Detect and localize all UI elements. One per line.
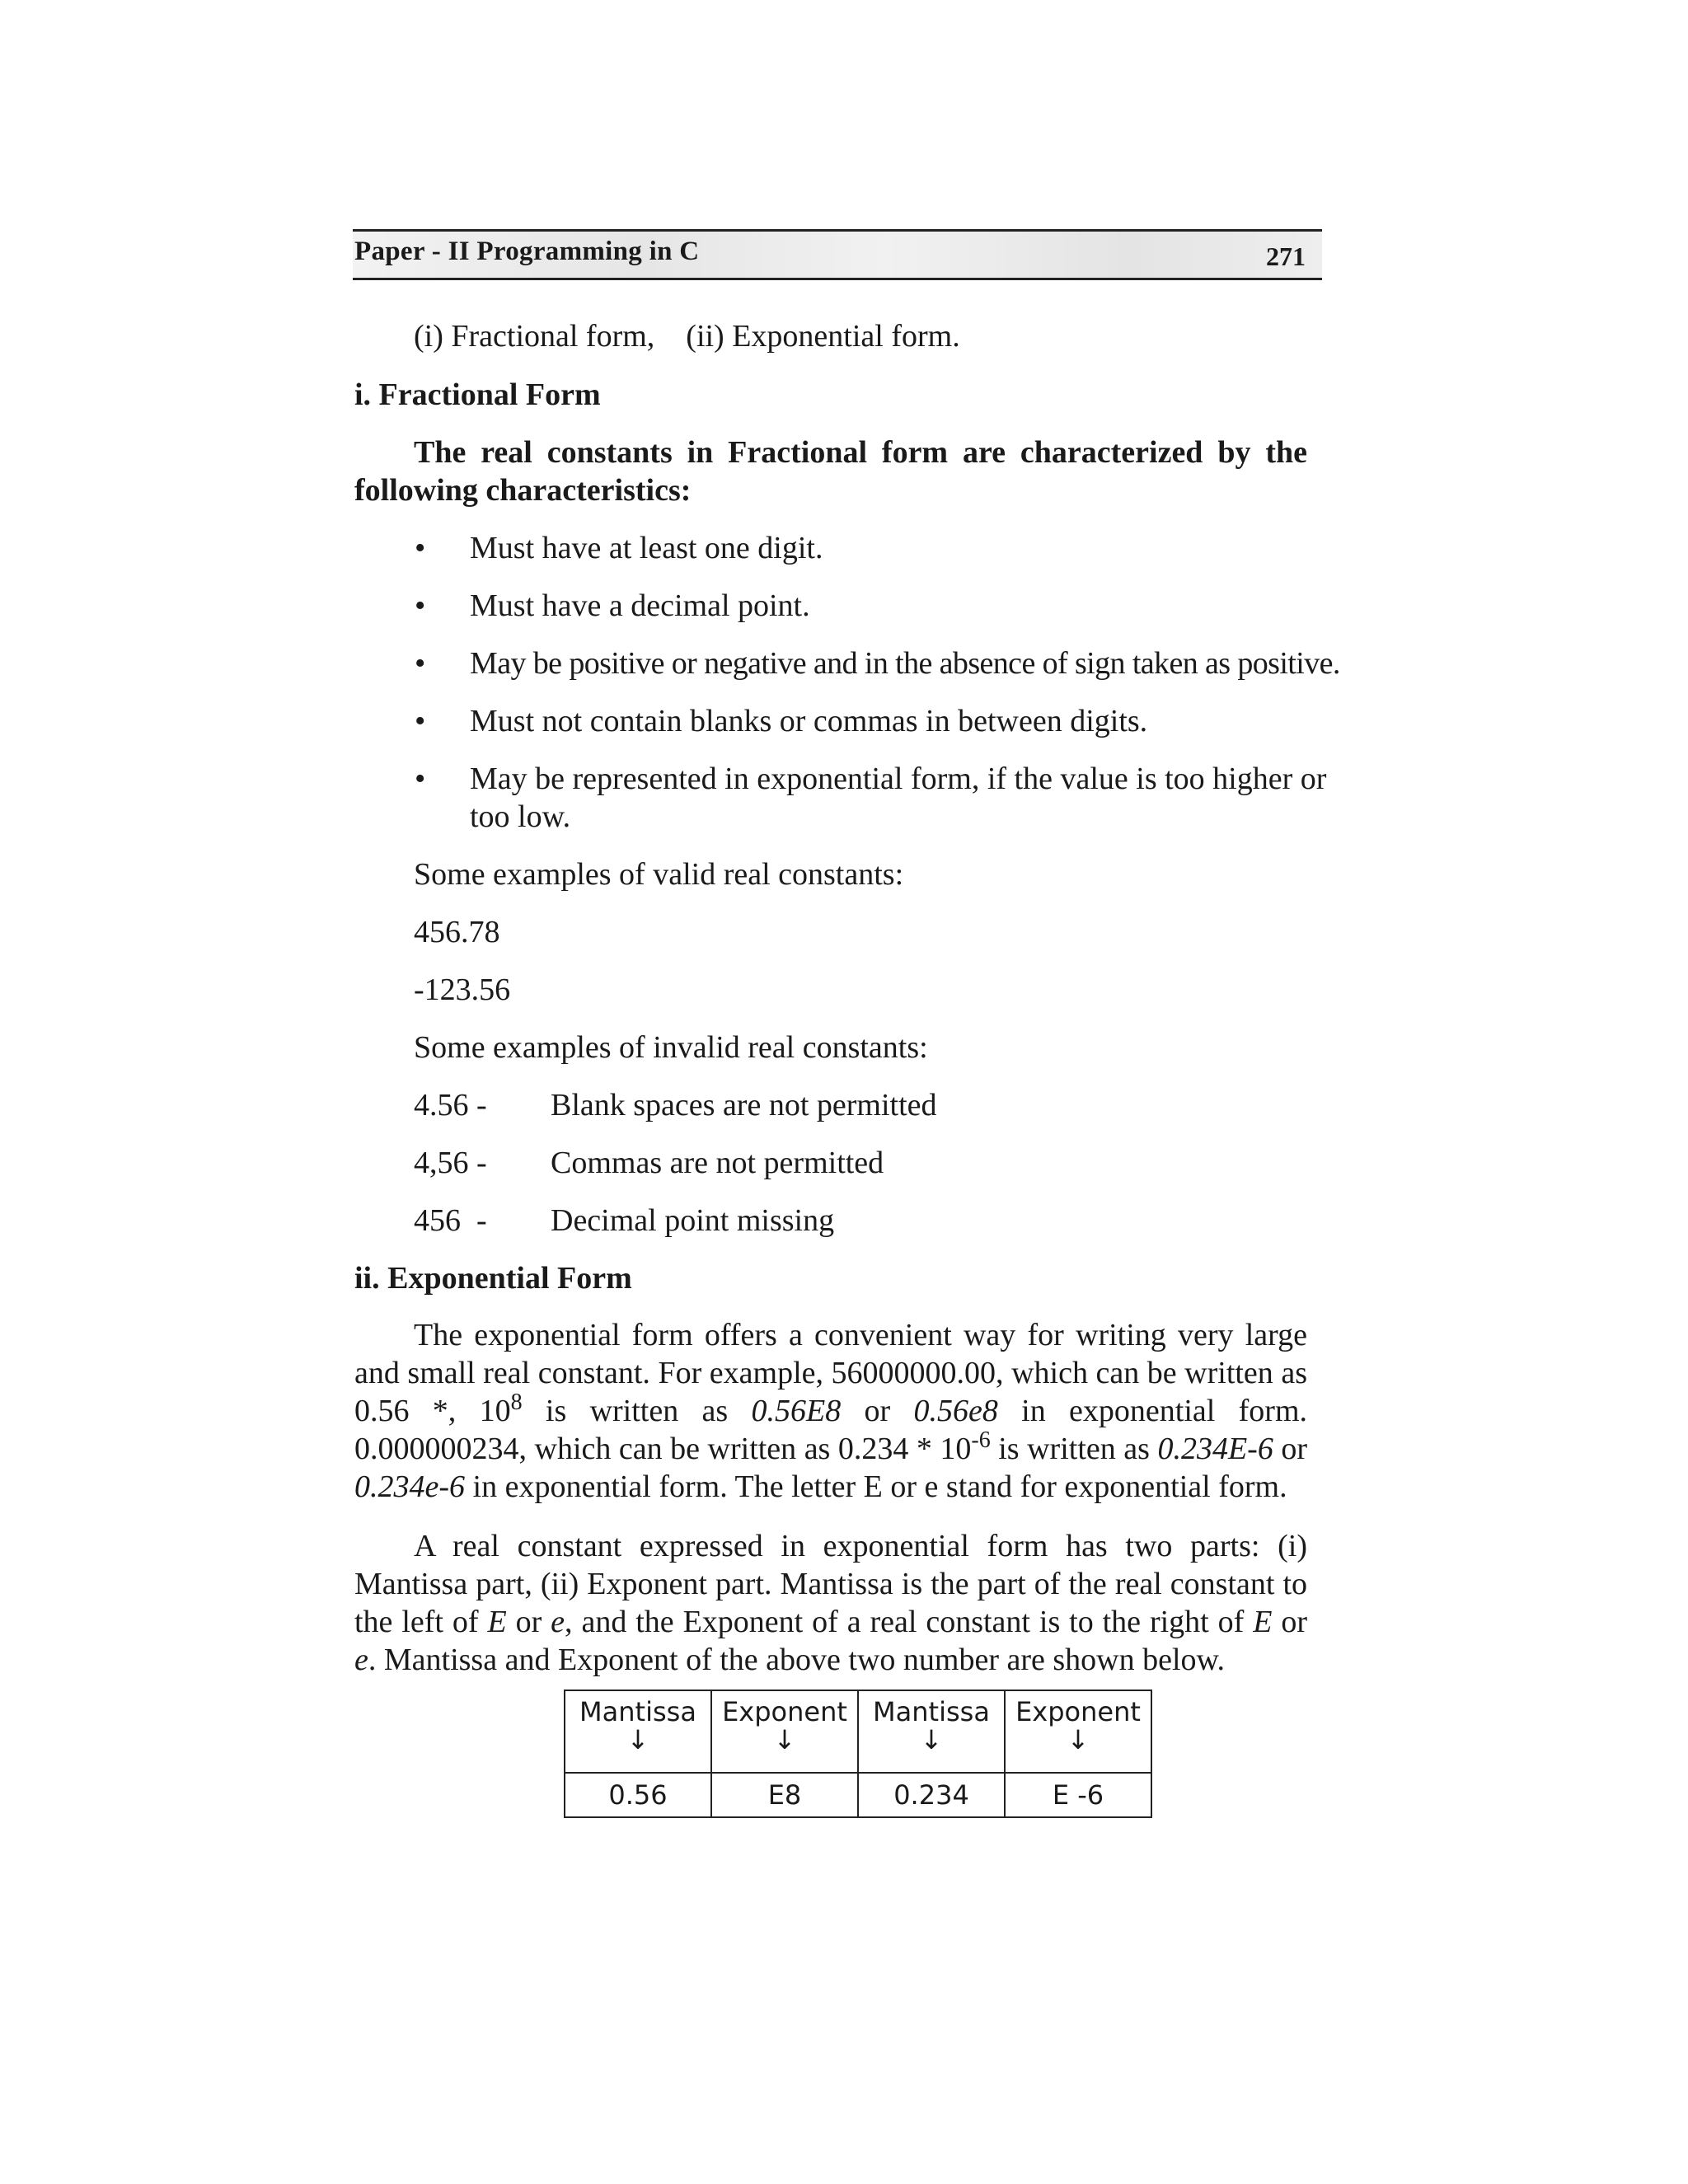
- table-header-cell: Mantissa ↓: [858, 1690, 1005, 1773]
- header-title: Paper - II Programming in C: [354, 237, 700, 266]
- valid-examples-label: Some examples of valid real constants:: [414, 857, 904, 892]
- table-row: [565, 1773, 1151, 1817]
- table-header-row: [565, 1690, 1151, 1773]
- down-arrow-icon: ↓: [626, 1724, 649, 1755]
- invalid-example-reason: Commas are not permitted: [551, 1146, 884, 1180]
- bullet-marker: •: [415, 531, 426, 565]
- bullet-item: May be represented in exponential form, if the value is too higher or: [470, 762, 1327, 796]
- exponential-paragraph-2: A real constant expressed in exponential form has two parts: (i) Mantissa part, (ii) Exponent part. Mantissa is the part of the real constant to the left of E or e, and the Exponent of a real constant is to the right of E or e. Mantissa and Exponent of the above two number are shown below.: [354, 1529, 1308, 1677]
- table-cell: E -6: [1005, 1773, 1151, 1817]
- down-arrow-icon: ↓: [1067, 1724, 1090, 1755]
- section1-heading: i. Fractional Form: [354, 377, 601, 412]
- down-arrow-icon: ↓: [920, 1724, 943, 1755]
- bullet-item: May be positive or negative and in the absence of sign taken as positive.: [470, 646, 1340, 681]
- bullet-marker: •: [415, 762, 426, 796]
- table-header-cell: Mantissa ↓: [565, 1690, 711, 1773]
- page-header: [353, 229, 1322, 280]
- table-cell: 0.56: [565, 1773, 711, 1817]
- section2-heading: ii. Exponential Form: [354, 1261, 632, 1296]
- bullet-item-continuation: too low.: [470, 799, 571, 834]
- table-cell: 0.234: [858, 1773, 1005, 1817]
- table-header-cell: Exponent ↓: [1005, 1690, 1151, 1773]
- bullet-marker: •: [415, 704, 426, 738]
- bullet-item: Must not contain blanks or commas in between digits.: [470, 704, 1148, 738]
- invalid-example-value: 4,56 -: [414, 1146, 487, 1180]
- valid-example: -123.56: [414, 972, 511, 1007]
- exponential-paragraph-1: The exponential form offers a convenient way for writing very large and small real constant. For example, 56000000.00, which can be written as 0.56 *, $10^8$ is written as 0.56E8 or 0.56e8 in exponential form. 0.000000234, which can be written as $0.234 * 10^{-6}$ is written as 0.234E-6 or 0.234e-6 in exponential form. The letter E or e stand for exponential form.: [354, 1318, 1308, 1504]
- intro-line: (i) Fractional form, (ii) Exponential form.: [414, 319, 960, 354]
- bullet-marker: •: [415, 646, 426, 681]
- mantissa-exponent-table: [564, 1690, 1152, 1818]
- section1-lead-line1: The real constants in Fractional form are characterized by the: [414, 435, 1307, 470]
- invalid-example-reason: Decimal point missing: [551, 1203, 835, 1238]
- invalid-examples-label: Some examples of invalid real constants:: [414, 1030, 928, 1065]
- valid-example: 456.78: [414, 915, 500, 949]
- bullet-item: Must have a decimal point.: [470, 588, 810, 623]
- table-cell: E8: [711, 1773, 858, 1817]
- page-number: 271: [1266, 241, 1306, 271]
- bullet-item: Must have at least one digit.: [470, 531, 823, 565]
- invalid-example-value: 4.56 -: [414, 1088, 487, 1122]
- down-arrow-icon: ↓: [773, 1724, 796, 1755]
- bullet-marker: •: [415, 588, 426, 623]
- table-header-cell: Exponent ↓: [711, 1690, 858, 1773]
- invalid-example-value: 456 -: [414, 1203, 487, 1238]
- section1-lead-line2: following characteristics:: [354, 473, 692, 508]
- invalid-example-reason: Blank spaces are not permitted: [551, 1088, 937, 1122]
